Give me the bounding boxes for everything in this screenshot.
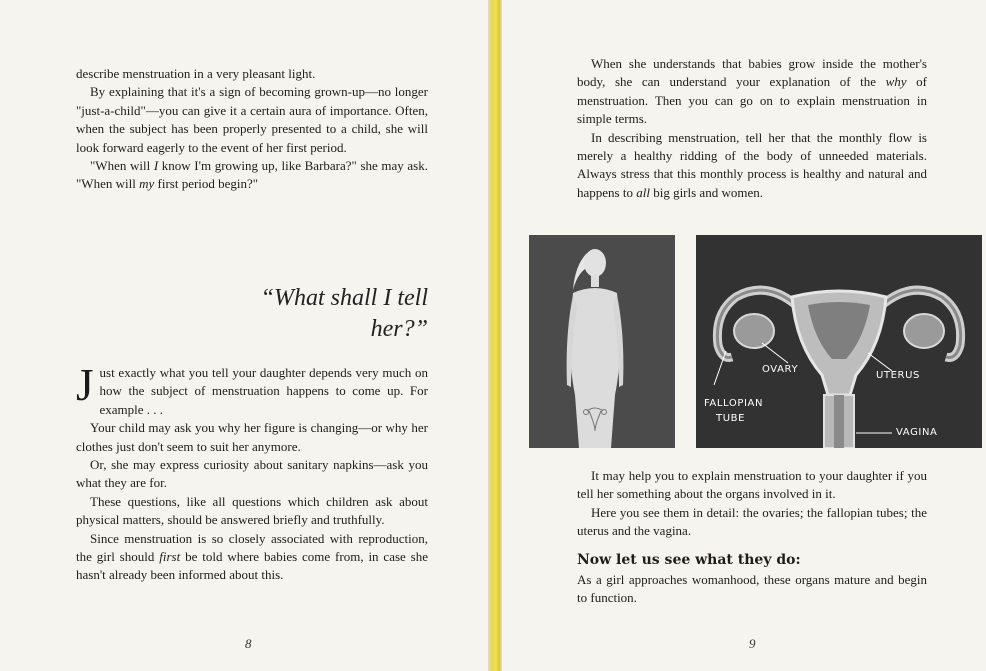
book-spine — [488, 0, 502, 671]
drop-cap: J — [76, 360, 94, 410]
anatomy-illustration — [696, 235, 982, 448]
label-fallopian-2: TUBE — [716, 413, 746, 424]
right-para-3: It may help you to explain menstruation to your daughter if you tell her something about the organs involved in it. — [577, 468, 927, 502]
left-para-3: "When will I know I'm growing up, like Barbara?" she may ask. "When will my first period begin?" — [76, 158, 428, 192]
left-top-text — [76, 65, 428, 194]
left-para-8: Since menstruation is so closely associated with reproduction, the girl should first be told where babies come from, in case she hasn't already been informed about this. — [76, 530, 428, 583]
left-para-2: By explaining that it's a sign of becoming grown-up—no longer "just-a-child"—you can give it a certain aura of importance. Often, when the subject has been properly presented to a child, she will look forward eagerly to the event of her first period. — [76, 84, 428, 155]
right-para-4: Here you see them in detail: the ovaries; the fallopian tubes; the uterus and the vagina. — [577, 504, 927, 539]
girl-figure-icon — [529, 235, 675, 448]
right-para-5: As a girl approaches womanhood, these organs mature and begin to function. — [577, 572, 927, 606]
right-para-2: In describing menstruation, tell her that the monthly flow is merely a healthy ridding of the body of unneeded materials. Always stress that this monthly process is healthy and natural and happens to all big girls and women. — [577, 129, 927, 200]
label-ovary: OVARY — [762, 364, 799, 375]
page-number-right: 9 — [749, 636, 756, 651]
right-top-text — [577, 55, 927, 202]
left-bottom-text — [76, 360, 428, 585]
left-para-1: describe menstruation in a very pleasant light. — [76, 66, 316, 81]
right-para-1: When she understands that babies grow inside the mother's body, she can understand your explanation of the why of menstruation. Then you can go on to explain menstruation in simple terms. — [577, 56, 927, 127]
page-number-left: 8 — [245, 636, 252, 651]
label-fallopian-1: FALLOPIAN — [704, 398, 764, 409]
label-vagina: VAGINA — [896, 427, 938, 438]
girl-illustration — [529, 235, 675, 448]
label-uterus: UTERUS — [876, 370, 920, 381]
section-heading: “What shall I tell her?” — [260, 285, 428, 342]
left-para-4: Just exactly what you tell your daughter depends very much on how the subject of menstruation happens to come up. For example . . . — [76, 360, 428, 417]
left-para-7: These questions, like all questions which children ask about physical matters, should be answered briefly and truthfully. — [76, 493, 428, 528]
left-para-6: Or, she may express curiosity about sanitary napkins—ask you what they are for. — [76, 457, 428, 491]
right-subheading: Now let us see what they do: — [577, 551, 801, 568]
left-para-5: Your child may ask you why her figure is changing—or why her clothes just don't seem to suit her anymore. — [76, 420, 428, 454]
right-bottom-text — [577, 467, 927, 608]
